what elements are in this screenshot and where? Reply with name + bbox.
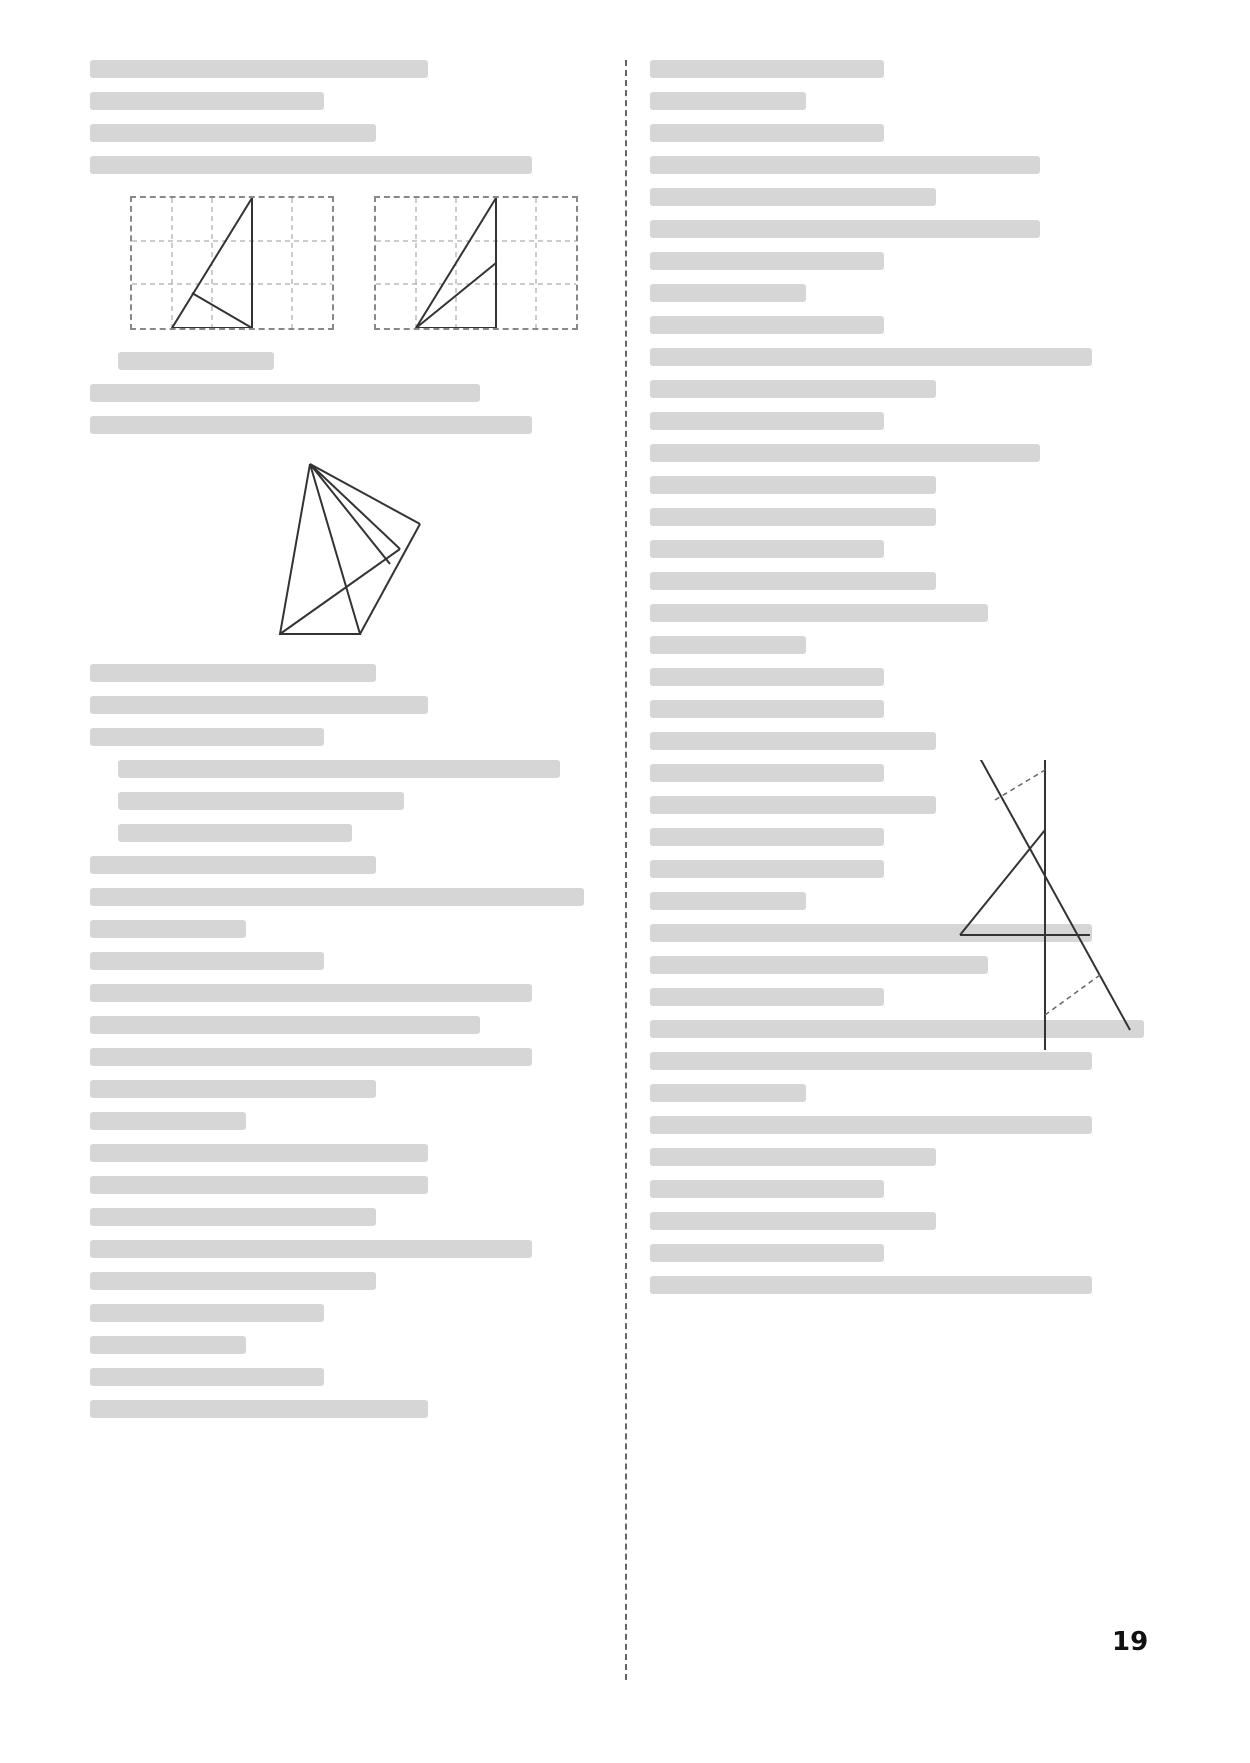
text-line (650, 860, 884, 878)
text-line (650, 476, 936, 494)
text-line (90, 1336, 246, 1354)
text-line (90, 1304, 324, 1322)
text-line (650, 700, 884, 718)
column-divider (625, 60, 627, 1680)
text-line (650, 796, 936, 814)
text-line (650, 828, 884, 846)
text-line (650, 188, 936, 206)
text-line (90, 952, 324, 970)
text-line (650, 284, 806, 302)
text-line (650, 540, 884, 558)
text-line (650, 764, 884, 782)
text-line (90, 124, 376, 142)
text-line (650, 380, 936, 398)
text-line (650, 732, 936, 750)
text-line (650, 252, 884, 270)
grid-figure (130, 196, 334, 330)
text-line (650, 60, 884, 78)
text-line (650, 1212, 936, 1230)
text-line (650, 1084, 806, 1102)
text-line (90, 1144, 428, 1162)
right-column (650, 60, 1170, 1294)
text-line (90, 1048, 532, 1066)
geometry-figure (930, 760, 1160, 1050)
grid-figure (374, 196, 578, 330)
text-line (90, 416, 532, 434)
page-number: 19 (1112, 1627, 1149, 1657)
text-line (650, 892, 806, 910)
text-line (90, 1016, 480, 1034)
text-line (650, 1276, 1092, 1294)
text-line (118, 824, 352, 842)
text-line (650, 636, 806, 654)
text-line (90, 728, 324, 746)
text-line (90, 1368, 324, 1386)
text-line (90, 888, 584, 906)
text-line (650, 156, 1040, 174)
figure-row (130, 196, 610, 330)
left-column (90, 60, 610, 1418)
text-line (650, 1148, 936, 1166)
text-line (90, 696, 428, 714)
text-line (650, 1116, 1092, 1134)
text-line (90, 92, 324, 110)
text-line (650, 220, 1040, 238)
text-line (118, 792, 404, 810)
text-line (650, 348, 1092, 366)
text-line (650, 124, 884, 142)
text-line (650, 444, 1040, 462)
text-line (90, 984, 532, 1002)
text-line (90, 920, 246, 938)
text-line (650, 988, 884, 1006)
geometry-figure (270, 454, 450, 644)
text-line (90, 664, 376, 682)
text-line (90, 856, 376, 874)
text-line (650, 572, 936, 590)
text-line (90, 60, 428, 78)
text-line (90, 1240, 532, 1258)
text-line (650, 1180, 884, 1198)
text-line (118, 352, 274, 370)
text-line (650, 1244, 884, 1262)
text-line (90, 1176, 428, 1194)
text-line (90, 1272, 376, 1290)
text-line (90, 1080, 376, 1098)
text-line (90, 384, 480, 402)
text-line (650, 508, 936, 526)
text-line (650, 604, 988, 622)
text-line (650, 316, 884, 334)
text-line (90, 1400, 428, 1418)
text-line (90, 1112, 246, 1130)
text-line (650, 1052, 1092, 1070)
text-line (90, 1208, 376, 1226)
text-line (118, 760, 560, 778)
text-line (650, 412, 884, 430)
text-line (650, 92, 806, 110)
text-line (650, 668, 884, 686)
text-line (90, 156, 532, 174)
